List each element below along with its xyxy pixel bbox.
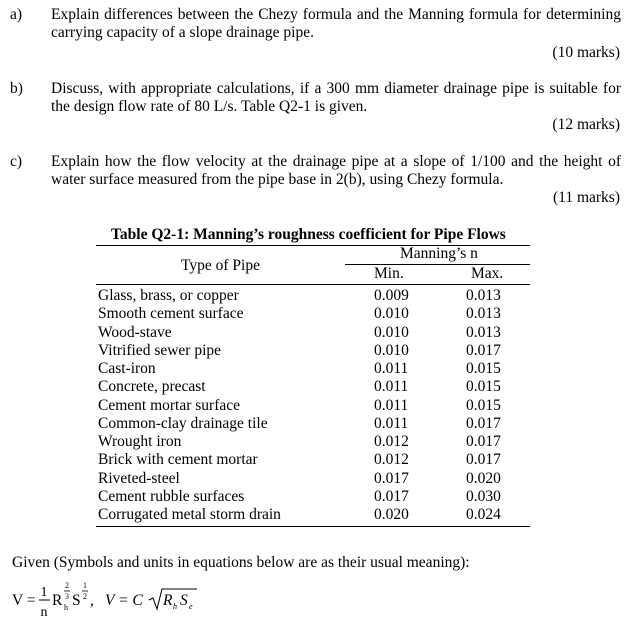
table-cell-max: 0.013 [466,305,501,322]
question-a-text: Explain differences between the Chezy formula and the Manning formula for determining carrying capacity of a slope drainage pipe. [51,6,621,41]
chezy-lhs: V = C [105,592,143,609]
manning-r-exp-num: 2 [65,581,69,590]
table-cell-max: 0.024 [466,506,501,523]
table-cell-type: Concrete, precast [98,378,206,395]
formula-block [12,578,272,622]
table-cell-min: 0.010 [374,342,409,359]
table-cell-max: 0.020 [466,470,501,487]
table-cell-max: 0.017 [466,451,501,468]
manning-s-exp-den: 2 [83,592,87,601]
table-header-min: Min. [374,265,404,282]
table-cell-min: 0.017 [374,488,409,505]
question-a-label: a) [10,6,23,23]
table-cell-type: Cement mortar surface [98,397,241,414]
table-cell-type: Cement rubble surfaces [98,488,245,505]
table-cell-max: 0.013 [466,287,501,304]
table-cell-max: 0.017 [466,415,501,432]
manning-fraction-num: 1 [40,585,48,600]
question-b-text: Discuss, with appropriate calculations, if a 300 mm diameter drainage pipe is suitable for the design flow rate of 80 L/s. Table Q2-1 is given. [51,80,621,115]
table-cell-type: Wood-stave [98,324,172,341]
question-b-label: b) [10,80,23,97]
table-cell-min: 0.012 [374,451,409,468]
manning-r: R [52,592,63,609]
table-cell-type: Corrugated metal storm drain [98,506,281,523]
table-header-rule [96,284,530,285]
table-cell-type: Brick with cement mortar [98,451,258,468]
chezy-s-sub: e [189,602,193,611]
table-cell-max: 0.030 [466,488,501,505]
chezy-s: S [180,592,188,609]
table-cell-min: 0.017 [374,470,409,487]
manning-s-exp-num: 1 [83,581,87,590]
chezy-r-sub: h [173,602,177,611]
table-cell-max: 0.017 [466,342,501,359]
table-cell-max: 0.015 [466,397,501,414]
table-cell-min: 0.020 [374,506,409,523]
manning-s: S [72,592,81,609]
question-a-marks: (10 marks) [552,44,620,61]
table-bottom-rule [96,526,530,527]
table-cell-max: 0.013 [466,324,501,341]
table-cell-type: Common-clay drainage tile [98,415,268,432]
table-cell-min: 0.011 [374,415,409,432]
question-b-marks: (12 marks) [552,116,620,133]
given-statement: Given (Symbols and units in equations below are as their usual meaning): [12,554,470,571]
table-cell-min: 0.011 [374,378,409,395]
table-cell-min: 0.011 [374,360,409,377]
chezy-r: R [163,592,173,609]
manning-r-exp-den: 3 [65,592,69,601]
table-cell-type: Cast-iron [98,360,156,377]
question-c-text: Explain how the flow velocity at the drainage pipe at a slope of 1/100 and the height of water surface measured from the pipe base in 2(b), using Chezy formula. [51,153,621,188]
table-cell-type: Glass, brass, or copper [98,287,239,304]
table-cell-type: Riveted-steel [98,470,180,487]
table-header-type: Type of Pipe [181,257,260,274]
manning-r-sub: h [64,603,68,612]
table-cell-min: 0.010 [374,305,409,322]
manning-fraction-den: n [40,605,48,620]
table-cell-min: 0.009 [374,287,409,304]
table-title: Table Q2-1: Manning’s roughness coefficient for Pipe Flows [111,226,506,243]
table-header-group: Manning’s n [400,245,478,262]
table-cell-type: Smooth cement surface [98,305,244,322]
table-cell-min: 0.010 [374,324,409,341]
table-cell-type: Vitrified sewer pipe [98,342,222,359]
table-header-max: Max. [471,265,504,282]
table-cell-max: 0.015 [466,360,501,377]
table-cell-min: 0.011 [374,397,409,414]
formula-separator: , [90,592,94,609]
table-cell-min: 0.012 [374,433,409,450]
table-cell-max: 0.015 [466,378,501,395]
manning-lhs: V = [12,592,36,609]
question-c-marks: (11 marks) [552,189,620,206]
table-cell-max: 0.017 [466,433,501,450]
table-cell-type: Wrought iron [98,433,182,450]
question-c-label: c) [10,153,23,170]
formula-svg [12,578,272,624]
